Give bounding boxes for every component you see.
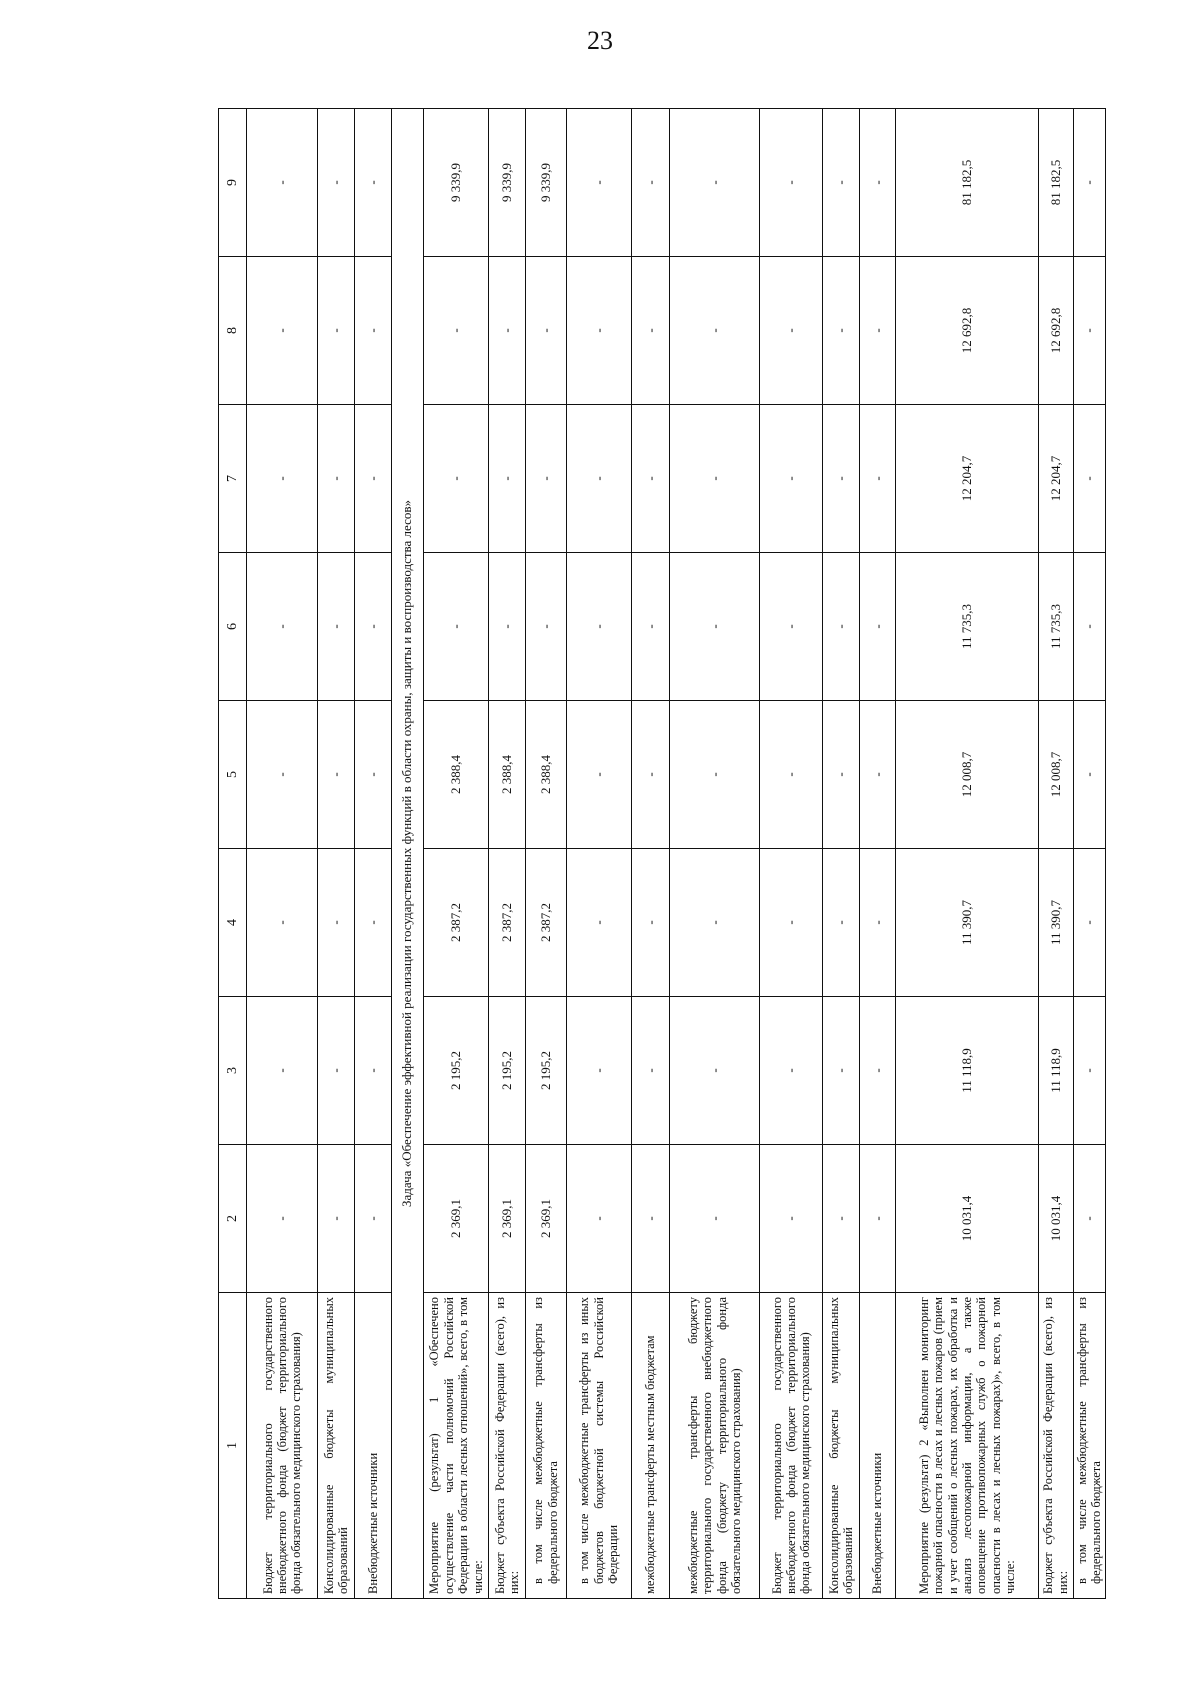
value-cell: -	[247, 257, 318, 405]
value-cell: -	[859, 849, 896, 997]
value-cell: -	[631, 1145, 670, 1293]
value-cell: -	[631, 997, 670, 1145]
row-label: Консолидированные бюджеты муниципальных образований	[318, 1293, 355, 1599]
table-row	[823, 109, 860, 1599]
table-row	[1073, 109, 1105, 1599]
column-header: 7	[219, 405, 247, 553]
row-label: Мероприятие (результат) 1 «Обеспечено осуществление части полномочий Российской Федерации в области лесных отношений», всего, в том числе:	[424, 1293, 489, 1599]
value-cell: -	[354, 257, 391, 405]
value-cell: -	[566, 109, 631, 257]
value-cell: -	[859, 997, 896, 1145]
value-cell: -	[823, 849, 860, 997]
value-cell: -	[631, 405, 670, 553]
value-cell: -	[1073, 553, 1105, 701]
value-cell: 9 339,9	[424, 109, 489, 257]
page-number: 23	[587, 26, 613, 55]
value-cell: 12 692,8	[1038, 257, 1073, 405]
value-cell: -	[823, 1145, 860, 1293]
table-row	[525, 109, 566, 1599]
funding-table-frame	[218, 109, 1106, 1599]
value-cell: 2 369,1	[489, 1145, 526, 1293]
value-cell: -	[318, 405, 355, 553]
value-cell: -	[318, 849, 355, 997]
value-cell: -	[247, 997, 318, 1145]
value-cell: -	[566, 849, 631, 997]
value-cell: -	[424, 553, 489, 701]
value-cell: -	[631, 553, 670, 701]
row-label: Бюджет субъекта Российской Федерации (всего), из них:	[1038, 1293, 1073, 1599]
row-label: в том числе межбюджетные трансферты из федерального бюджета	[1073, 1293, 1105, 1599]
row-label: межбюджетные трансферты бюджету территориального государственного внебюджетного фонда (бюджету территориального фонда обязательного медицинского страхования)	[670, 1293, 760, 1599]
value-cell: 11 390,7	[896, 849, 1039, 997]
value-cell: -	[760, 997, 823, 1145]
value-cell: 9 339,9	[525, 109, 566, 257]
value-cell: -	[760, 849, 823, 997]
value-cell: -	[631, 109, 670, 257]
value-cell: -	[1073, 405, 1105, 553]
row-label: Бюджет территориального государственного внебюджетного фонда (бюджет территориального фонда обязательного медицинского страхования)	[760, 1293, 823, 1599]
value-cell: -	[859, 701, 896, 849]
value-cell: -	[354, 701, 391, 849]
table-row	[354, 109, 391, 1599]
table-row	[247, 109, 318, 1599]
value-cell: -	[859, 405, 896, 553]
value-cell: -	[1073, 997, 1105, 1145]
value-cell: -	[670, 997, 760, 1145]
value-cell: 81 182,5	[896, 109, 1039, 257]
task-row	[391, 109, 424, 1599]
table-row	[566, 109, 631, 1599]
value-cell: -	[354, 1145, 391, 1293]
value-cell: 2 388,4	[424, 701, 489, 849]
row-label: Мероприятие (результат) 2 «Выполнен мониторинг пожарной опасности в лесах и лесных пожаров (прием и учет сообщений о лесных пожарах, их обработка и анализ лесопожарной информации, а также оповещение противопожарных служб о пожарной опасности в лесах и лесных пожарах)», всего, в том числе:	[896, 1293, 1039, 1599]
value-cell: -	[566, 257, 631, 405]
row-label: Внебюджетные источники	[354, 1293, 391, 1599]
value-cell: -	[859, 109, 896, 257]
value-cell: -	[670, 405, 760, 553]
column-header: 9	[219, 109, 247, 257]
value-cell: -	[318, 1145, 355, 1293]
value-cell: -	[631, 257, 670, 405]
value-cell: -	[424, 405, 489, 553]
value-cell: -	[247, 701, 318, 849]
value-cell: -	[823, 997, 860, 1145]
value-cell: -	[354, 553, 391, 701]
funding-table	[218, 108, 1106, 1599]
value-cell: 11 735,3	[1038, 553, 1073, 701]
column-header: 1	[219, 1293, 247, 1599]
row-label: в том числе межбюджетные трансферты из иных бюджетов бюджетной системы Российской Федерации	[566, 1293, 631, 1599]
value-cell: -	[354, 997, 391, 1145]
table-row	[489, 109, 526, 1599]
table-row	[670, 109, 760, 1599]
value-cell: -	[823, 257, 860, 405]
value-cell: 11 118,9	[1038, 997, 1073, 1145]
value-cell: -	[247, 849, 318, 997]
value-cell: 2 195,2	[525, 997, 566, 1145]
value-cell: 2 195,2	[489, 997, 526, 1145]
row-label: Бюджет территориального государственного внебюджетного фонда (бюджет территориального фонда обязательного медицинского страхования)	[247, 1293, 318, 1599]
value-cell: 11 390,7	[1038, 849, 1073, 997]
column-header: 4	[219, 849, 247, 997]
value-cell: -	[670, 553, 760, 701]
value-cell: -	[670, 701, 760, 849]
value-cell: -	[859, 257, 896, 405]
table-row	[859, 109, 896, 1599]
table-row	[424, 109, 489, 1599]
value-cell: -	[823, 701, 860, 849]
value-cell: -	[760, 257, 823, 405]
value-cell: 2 387,2	[424, 849, 489, 997]
row-label: Бюджет субъекта Российской Федерации (всего), из них:	[489, 1293, 526, 1599]
value-cell: -	[525, 405, 566, 553]
table-body-bottom	[424, 109, 1106, 1599]
value-cell: -	[566, 1145, 631, 1293]
header-row	[219, 109, 247, 1599]
value-cell: 10 031,4	[896, 1145, 1039, 1293]
value-cell: -	[318, 553, 355, 701]
value-cell: -	[1073, 257, 1105, 405]
value-cell: -	[489, 257, 526, 405]
value-cell: -	[566, 405, 631, 553]
value-cell: -	[318, 257, 355, 405]
value-cell: -	[859, 553, 896, 701]
value-cell: -	[760, 701, 823, 849]
value-cell: 12 204,7	[896, 405, 1039, 553]
value-cell: -	[670, 849, 760, 997]
column-header: 2	[219, 1145, 247, 1293]
column-header: 3	[219, 997, 247, 1145]
value-cell: -	[566, 997, 631, 1145]
value-cell: -	[247, 109, 318, 257]
value-cell: -	[1073, 1145, 1105, 1293]
value-cell: -	[823, 109, 860, 257]
table-body-top	[247, 109, 392, 1599]
value-cell: -	[489, 405, 526, 553]
row-label: Внебюджетные источники	[859, 1293, 896, 1599]
value-cell: 9 339,9	[489, 109, 526, 257]
value-cell: -	[318, 701, 355, 849]
value-cell: 12 008,7	[896, 701, 1039, 849]
value-cell: -	[525, 553, 566, 701]
value-cell: 12 008,7	[1038, 701, 1073, 849]
table-row	[631, 109, 670, 1599]
value-cell: -	[566, 701, 631, 849]
value-cell: 2 387,2	[489, 849, 526, 997]
value-cell: -	[670, 257, 760, 405]
value-cell: -	[424, 257, 489, 405]
value-cell: 11 735,3	[896, 553, 1039, 701]
table-row	[760, 109, 823, 1599]
value-cell: 81 182,5	[1038, 109, 1073, 257]
task-section	[391, 109, 424, 1599]
value-cell: 2 369,1	[424, 1145, 489, 1293]
value-cell: -	[566, 553, 631, 701]
column-header: 5	[219, 701, 247, 849]
value-cell: 12 692,8	[896, 257, 1039, 405]
value-cell: -	[489, 553, 526, 701]
table-row	[318, 109, 355, 1599]
value-cell: -	[247, 405, 318, 553]
value-cell: -	[354, 109, 391, 257]
value-cell: -	[670, 1145, 760, 1293]
value-cell: 10 031,4	[1038, 1145, 1073, 1293]
value-cell: 2 369,1	[525, 1145, 566, 1293]
value-cell: -	[1073, 849, 1105, 997]
table-row	[896, 109, 1039, 1599]
value-cell: -	[760, 405, 823, 553]
value-cell: -	[631, 701, 670, 849]
row-label: в том числе межбюджетные трансферты из федерального бюджета	[525, 1293, 566, 1599]
value-cell: -	[247, 553, 318, 701]
value-cell: -	[631, 849, 670, 997]
value-cell: -	[354, 405, 391, 553]
value-cell: 11 118,9	[896, 997, 1039, 1145]
value-cell: -	[823, 405, 860, 553]
value-cell: -	[318, 109, 355, 257]
value-cell: -	[1073, 109, 1105, 257]
value-cell: -	[247, 1145, 318, 1293]
value-cell: 2 195,2	[424, 997, 489, 1145]
row-label: Консолидированные бюджеты муниципальных образований	[823, 1293, 860, 1599]
value-cell: -	[760, 109, 823, 257]
value-cell: 2 387,2	[525, 849, 566, 997]
table-row	[1038, 109, 1073, 1599]
value-cell: -	[525, 257, 566, 405]
value-cell: -	[354, 849, 391, 997]
value-cell: -	[1073, 701, 1105, 849]
row-label: межбюджетные трансферты местным бюджетам	[631, 1293, 670, 1599]
task-title: Задача «Обеспечение эффективной реализации государственных функций в области охраны, защиты и воспроизводства лесов»	[391, 109, 424, 1599]
value-cell: -	[760, 1145, 823, 1293]
value-cell: 2 388,4	[525, 701, 566, 849]
value-cell: -	[859, 1145, 896, 1293]
column-header: 6	[219, 553, 247, 701]
value-cell: 2 388,4	[489, 701, 526, 849]
value-cell: -	[670, 109, 760, 257]
value-cell: -	[318, 997, 355, 1145]
value-cell: 12 204,7	[1038, 405, 1073, 553]
column-header: 8	[219, 257, 247, 405]
value-cell: -	[823, 553, 860, 701]
value-cell: -	[760, 553, 823, 701]
